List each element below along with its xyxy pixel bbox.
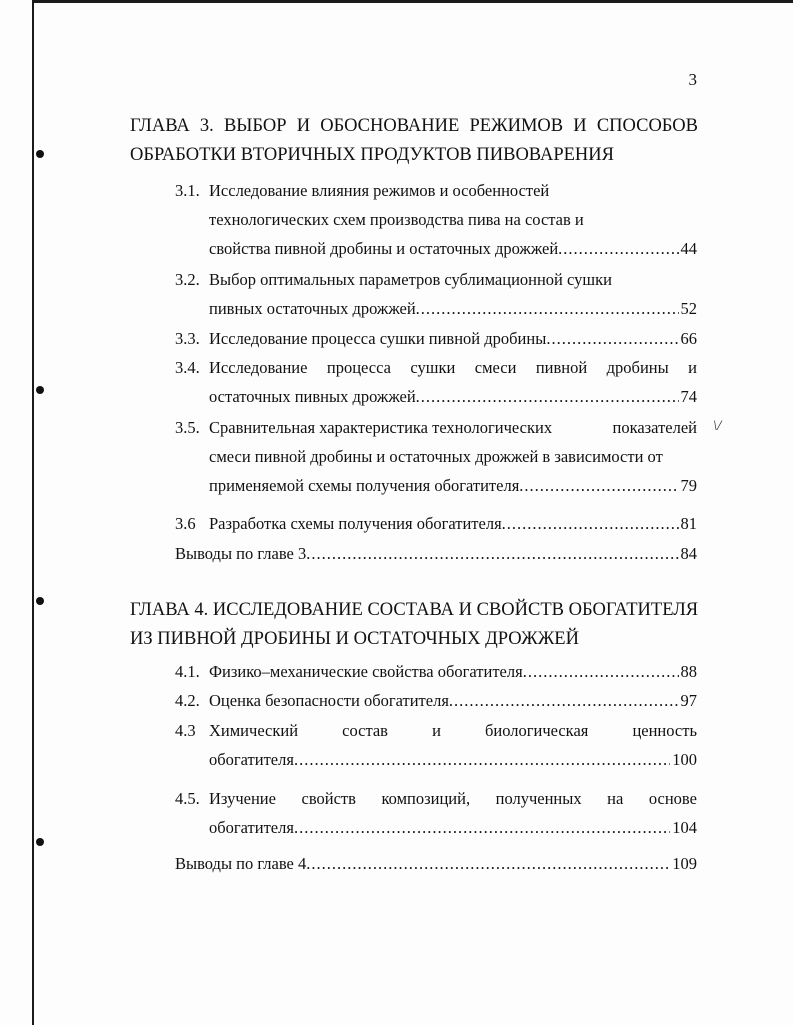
entry-page: 79 bbox=[680, 476, 697, 495]
entry-word: Исследование bbox=[209, 358, 308, 377]
entry-word: свойств bbox=[301, 789, 356, 808]
entry-number: 3.5. bbox=[175, 418, 200, 437]
entry-number: 4.2. bbox=[175, 691, 200, 710]
entry-word: состав bbox=[342, 721, 388, 740]
punch-hole-mark bbox=[36, 386, 44, 394]
entry-word: и bbox=[688, 358, 697, 377]
entry-word: на bbox=[607, 789, 624, 808]
entry-word: пивной bbox=[535, 358, 588, 377]
entry-title: технологических схем производства пива на состав и bbox=[209, 210, 584, 229]
punch-hole-mark bbox=[36, 150, 44, 158]
toc-entry-4-5[interactable] bbox=[175, 784, 697, 842]
entry-title: обогатителя bbox=[209, 818, 294, 837]
entry-page: 97 bbox=[680, 691, 697, 710]
entry-word: и bbox=[432, 721, 441, 740]
entry-page: 74 bbox=[680, 387, 697, 406]
entry-title: показателей bbox=[612, 418, 697, 437]
scan-border-left bbox=[32, 0, 34, 1025]
dot-leader bbox=[306, 849, 670, 878]
entry-page: 52 bbox=[680, 299, 697, 318]
entry-page: 104 bbox=[672, 818, 697, 837]
entry-title: смеси пивной дробины и остаточных дрожжей в зависимости от bbox=[209, 447, 663, 466]
entry-number: 3.6 bbox=[175, 514, 196, 533]
entry-page: 109 bbox=[672, 854, 697, 873]
entry-number: 3.1. bbox=[175, 181, 200, 200]
entry-number: 3.4. bbox=[175, 358, 200, 377]
punch-hole-mark bbox=[36, 597, 44, 605]
entry-title: Выбор оптимальных параметров сублимационной сушки bbox=[209, 270, 612, 289]
entry-page: 100 bbox=[672, 750, 697, 769]
toc-conclusion-3[interactable] bbox=[175, 539, 697, 568]
entry-word: биологическая bbox=[484, 721, 589, 740]
chapter-3-title-line-1: ГЛАВА 3. ВЫБОР И ОБОСНОВАНИЕ РЕЖИМОВ И СПОСОБОВ bbox=[130, 116, 698, 136]
entry-title: свойства пивной дробины и остаточных дрожжей bbox=[209, 239, 559, 258]
dot-leader bbox=[416, 382, 679, 411]
entry-title: пивных остаточных дрожжей bbox=[209, 299, 416, 318]
dot-leader bbox=[294, 745, 670, 774]
chapter-4-title-line-2: ИЗ ПИВНОЙ ДРОБИНЫ И ОСТАТОЧНЫХ ДРОЖЖЕЙ bbox=[130, 629, 579, 649]
dot-leader bbox=[294, 813, 670, 842]
dot-leader bbox=[523, 657, 679, 686]
entry-title: остаточных пивных дрожжей bbox=[209, 387, 416, 406]
entry-page: 66 bbox=[680, 329, 697, 348]
entry-number: 3.2. bbox=[175, 270, 200, 289]
toc-conclusion-4[interactable] bbox=[175, 849, 697, 878]
entry-title-justified bbox=[209, 353, 697, 382]
entry-number: 4.3 bbox=[175, 721, 196, 740]
toc-entry-4-3[interactable] bbox=[175, 716, 697, 774]
entry-word: Химический bbox=[209, 721, 299, 740]
entry-word: процесса bbox=[326, 358, 391, 377]
handwritten-margin-mark: \/ bbox=[713, 418, 722, 434]
dot-leader bbox=[502, 509, 679, 538]
entry-title-justified bbox=[209, 413, 697, 442]
toc-entry-3-5[interactable] bbox=[175, 413, 697, 500]
conclusion-label: Выводы по главе 4 bbox=[175, 854, 307, 873]
toc-entry-3-3[interactable] bbox=[175, 324, 697, 353]
entry-title: Исследование влияния режимов и особенностей bbox=[209, 181, 550, 200]
entry-word: сушки bbox=[410, 358, 456, 377]
entry-title: Оценка безопасности обогатителя bbox=[209, 691, 449, 710]
toc-entry-4-1[interactable] bbox=[175, 657, 697, 686]
scan-border-top bbox=[32, 0, 793, 3]
dot-leader bbox=[558, 234, 678, 263]
entry-number: 4.5. bbox=[175, 789, 200, 808]
toc-entry-3-1[interactable] bbox=[175, 176, 697, 263]
dot-leader bbox=[519, 471, 678, 500]
toc-entry-4-2[interactable] bbox=[175, 686, 697, 715]
entry-word: основе bbox=[648, 789, 697, 808]
dot-leader bbox=[449, 686, 679, 715]
entry-page: 81 bbox=[680, 514, 697, 533]
dot-leader bbox=[416, 294, 679, 323]
chapter-3-title-line-2: ОБРАБОТКИ ВТОРИЧНЫХ ПРОДУКТОВ ПИВОВАРЕНИЯ bbox=[130, 145, 614, 165]
entry-word: смеси bbox=[474, 358, 517, 377]
toc-entry-3-2[interactable] bbox=[175, 265, 697, 323]
entry-word: ценность bbox=[632, 721, 697, 740]
conclusion-label: Выводы по главе 3 bbox=[175, 544, 307, 563]
entry-page: 44 bbox=[680, 239, 697, 258]
page-number: 3 bbox=[688, 70, 697, 89]
toc-entry-3-4[interactable] bbox=[175, 353, 697, 411]
entry-title: Физико–механические свойства обогатителя bbox=[209, 662, 523, 681]
entry-title: Сравнительная характеристика технологических bbox=[209, 418, 553, 437]
entry-word: Изучение bbox=[209, 789, 276, 808]
entry-page: 88 bbox=[680, 662, 697, 681]
dot-leader bbox=[306, 539, 678, 568]
entry-page: 84 bbox=[680, 544, 697, 563]
chapter-4-heading bbox=[130, 596, 698, 654]
entry-title: применяемой схемы получения обогатителя bbox=[209, 476, 520, 495]
entry-word: композиций, bbox=[381, 789, 471, 808]
entry-number: 3.3. bbox=[175, 329, 200, 348]
dot-leader bbox=[546, 324, 678, 353]
punch-hole-mark bbox=[36, 838, 44, 846]
entry-number: 4.1. bbox=[175, 662, 200, 681]
entry-title: обогатителя bbox=[209, 750, 294, 769]
entry-word: полученных bbox=[495, 789, 582, 808]
chapter-3-heading bbox=[130, 112, 698, 170]
entry-title: Разработка схемы получения обогатителя bbox=[209, 514, 502, 533]
entry-title-justified bbox=[209, 784, 697, 813]
entry-word: дробины bbox=[606, 358, 669, 377]
entry-title-justified bbox=[209, 716, 697, 745]
entry-title: Исследование процесса сушки пивной дробины bbox=[209, 329, 547, 348]
chapter-4-title-line-1: ГЛАВА 4. ИССЛЕДОВАНИЕ СОСТАВА И СВОЙСТВ ОБОГАТИТЕЛЯ bbox=[130, 600, 699, 620]
toc-entry-3-6[interactable] bbox=[175, 509, 697, 538]
